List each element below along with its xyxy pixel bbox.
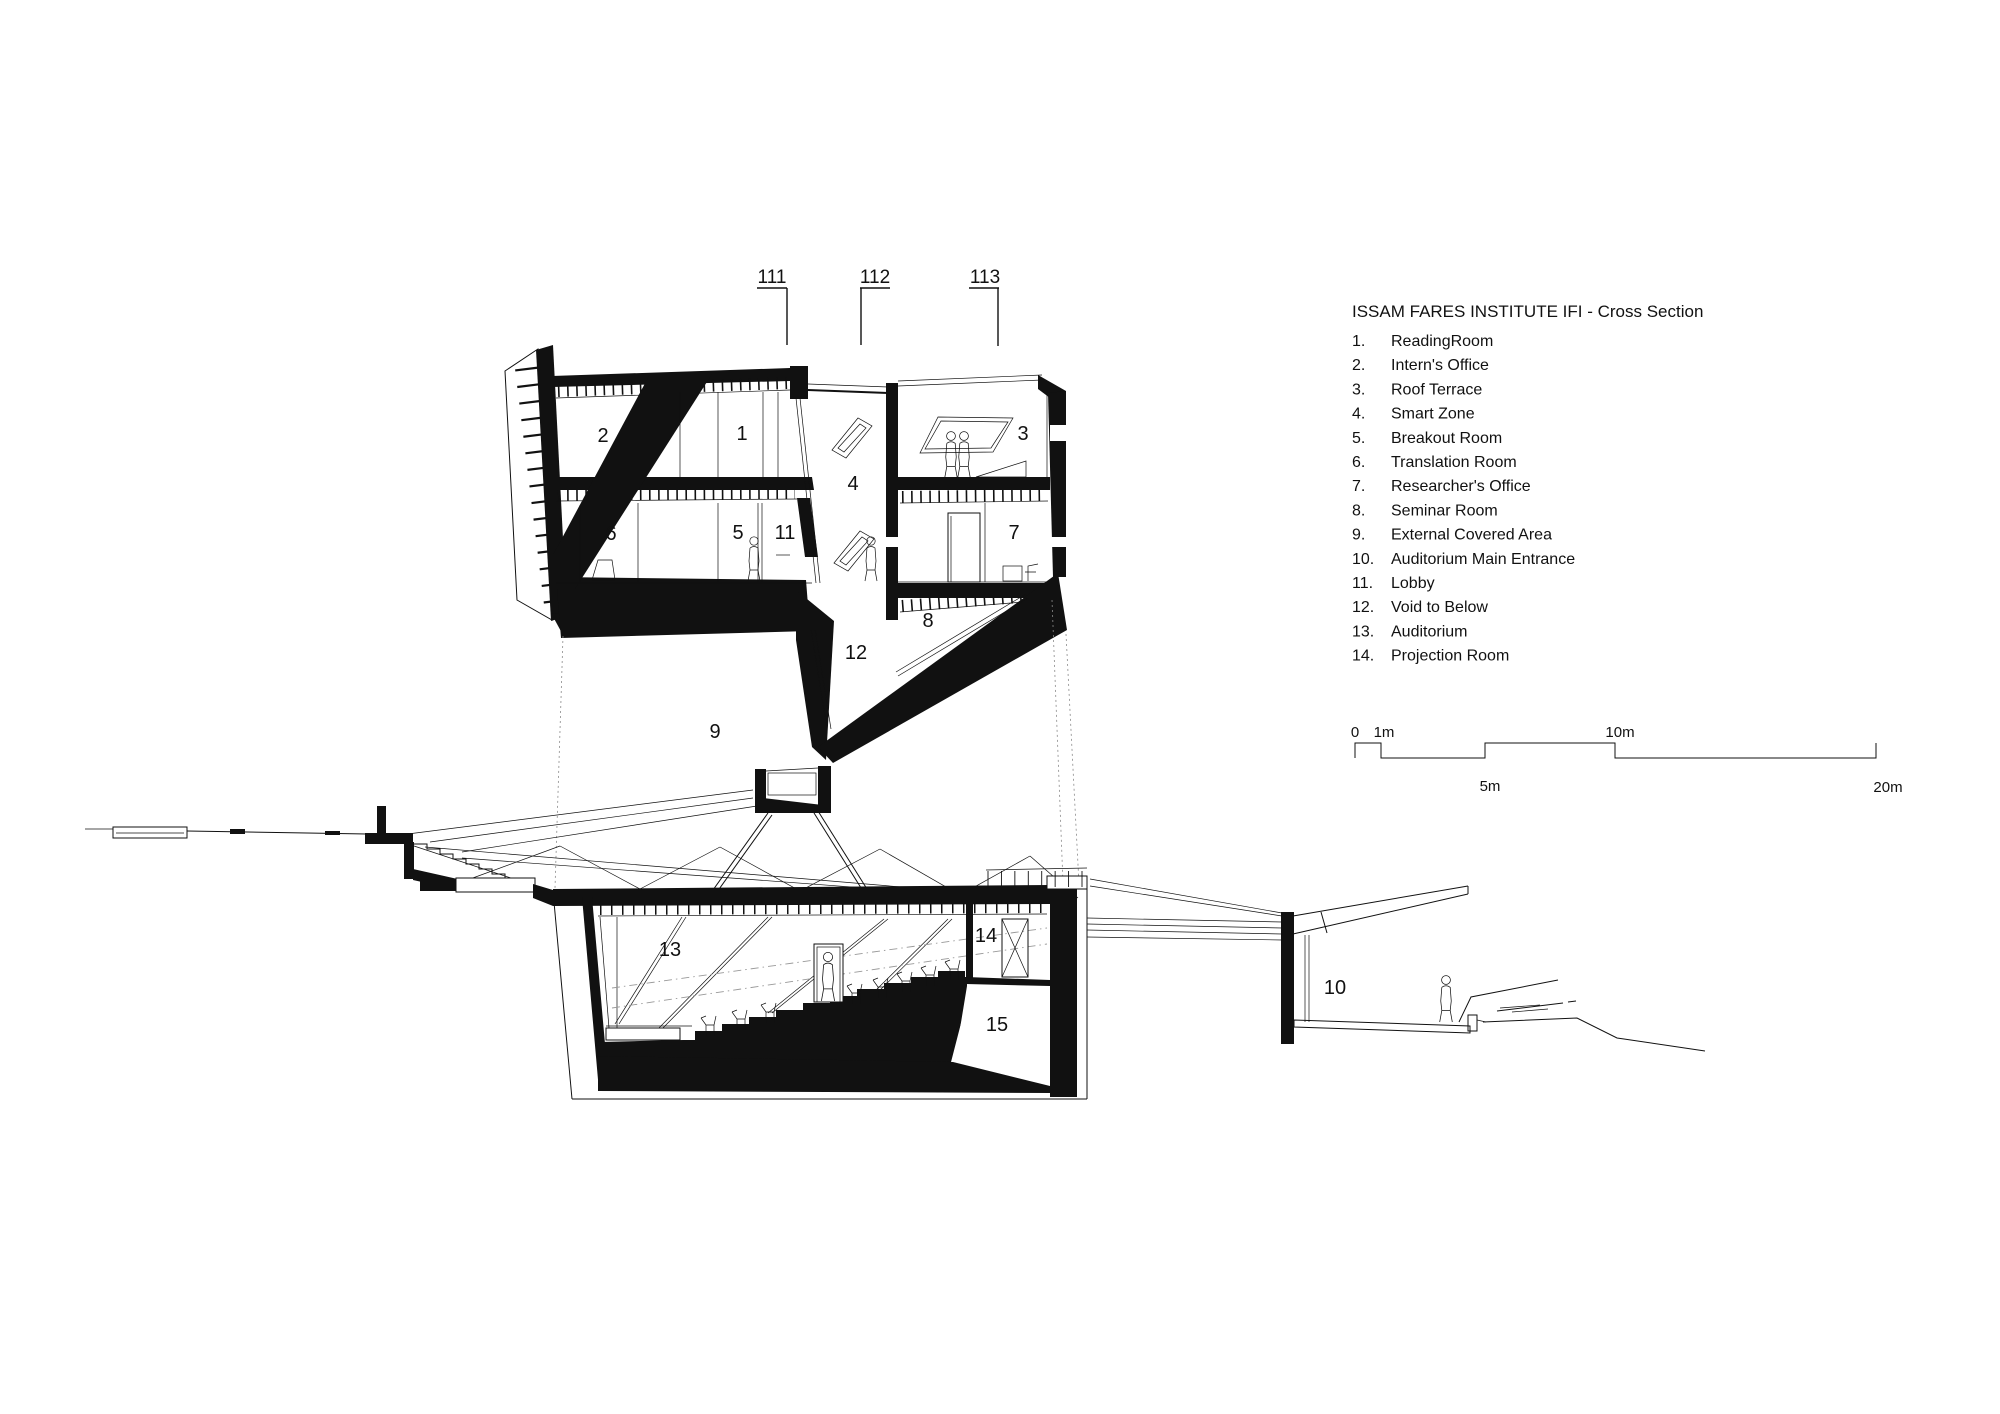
room-label-1: 1 [736, 423, 748, 445]
legend-item-number: 8. [1352, 502, 1366, 520]
left-platform [113, 827, 187, 838]
legend-item-number: 6. [1352, 454, 1366, 471]
legend-item-number: 5. [1352, 429, 1366, 447]
person-shaft [865, 537, 877, 581]
legend-item-number: 12. [1352, 599, 1375, 617]
scale-label-1m: 1m [1373, 724, 1395, 741]
person-terrace-1 [945, 432, 958, 478]
upper-building [505, 345, 1067, 763]
room6-lectern [592, 560, 615, 580]
shell-outline [553, 891, 572, 1099]
person-entrance [1440, 976, 1453, 1022]
entrance-zone [1087, 879, 1705, 1051]
auditorium-right-wall [1050, 889, 1077, 1097]
room-label-4: 4 [847, 473, 859, 495]
room7-chair [1025, 564, 1038, 581]
room-label-8: 8 [922, 610, 934, 632]
skylight-lower [834, 531, 874, 571]
ground-profile [1483, 1018, 1705, 1051]
legend-item-label: ReadingRoom [1391, 333, 1494, 350]
skylight-upper [832, 418, 872, 458]
legend [1352, 302, 1703, 665]
legend-item-number: 4. [1352, 405, 1366, 423]
legend-item-label: Projection Room [1391, 647, 1510, 665]
legend-item-label: Researcher's Office [1391, 478, 1531, 496]
hanging-box [755, 766, 831, 813]
legend-item-label: Lobby [1391, 575, 1435, 592]
section-markers [757, 267, 1000, 346]
roof-junction [790, 366, 808, 399]
room-label-5: 5 [732, 522, 744, 544]
room-label-2: 2 [597, 425, 609, 447]
legend-item-label: Void to Below [1391, 599, 1488, 617]
seating-steps [600, 971, 967, 1066]
scale-label-5m: 5m [1479, 778, 1501, 795]
room-label-10: 10 [1323, 977, 1347, 999]
section-marker-label-113: 113 [969, 267, 1001, 288]
room-label-7: 7 [1008, 522, 1020, 544]
room-label-12: 12 [844, 642, 868, 664]
scale-label-0: 0 [1350, 724, 1360, 741]
legend-item-number: 11. [1352, 575, 1374, 592]
section-marker-label-111: 111 [757, 267, 787, 288]
lower-building [85, 806, 1087, 1099]
terrace-bench [976, 461, 1026, 477]
scale-bar [1351, 724, 1903, 796]
legend-item-label: Auditorium Main Entrance [1391, 550, 1576, 568]
room-label-15: 15 [985, 1014, 1009, 1036]
room-label-9: 9 [709, 721, 721, 743]
legend-item-number: 10. [1352, 550, 1375, 568]
room7-desk [1003, 566, 1022, 581]
legend-item-label: Seminar Room [1391, 502, 1498, 520]
entrance-wall [1281, 912, 1294, 1044]
entry-platform [456, 878, 535, 892]
bottom-slab [556, 577, 810, 638]
scale-label-20m: 20m [1873, 779, 1903, 796]
room-label-14: 14 [974, 925, 998, 947]
section-marker-label-112: 112 [859, 267, 891, 288]
legend-title: ISSAM FARES INSTITUTE IFI - Cross Section [1352, 302, 1704, 321]
legend-item-number: 1. [1352, 333, 1366, 350]
legend-item-number: 14. [1352, 647, 1375, 665]
legend-item-number: 7. [1352, 478, 1366, 496]
room7-door [948, 513, 980, 582]
room-label-6: 6 [605, 523, 617, 545]
diagonal-edge-beam [818, 573, 1067, 763]
scale-label-10m: 10m [1605, 724, 1635, 741]
connecting-beams [1087, 879, 1282, 940]
legend-item-label: Auditorium [1391, 623, 1468, 641]
legend-item-label: Roof Terrace [1391, 381, 1483, 399]
legend-item-label: Translation Room [1391, 454, 1517, 471]
legend-item-label: Breakout Room [1391, 429, 1503, 447]
room-label-11: 11 [774, 522, 796, 544]
auditorium-roof-slab [553, 885, 1050, 906]
right-facade [1048, 391, 1066, 577]
legend-item-number: 3. [1352, 381, 1366, 399]
terrace-opening [920, 417, 1013, 453]
room-label-13: 13 [658, 939, 682, 961]
legend-item-number: 2. [1352, 357, 1366, 375]
person-terrace-2 [958, 432, 971, 478]
legend-item-label: Intern's Office [1391, 357, 1489, 375]
scale-bar-line [1355, 743, 1876, 758]
legend-item-label: External Covered Area [1391, 526, 1552, 544]
entrance-floor [1294, 1020, 1470, 1033]
legend-item-number: 9. [1352, 526, 1366, 544]
room14-partition [966, 903, 973, 978]
shaft-wall [886, 383, 898, 537]
room-label-3: 3 [1017, 423, 1029, 445]
canopy [1293, 886, 1468, 934]
legend-item-label: Smart Zone [1391, 405, 1475, 423]
legend-item-number: 13. [1352, 623, 1375, 641]
stair-post [377, 806, 386, 833]
stage [606, 1028, 680, 1040]
parapet [1047, 876, 1087, 889]
